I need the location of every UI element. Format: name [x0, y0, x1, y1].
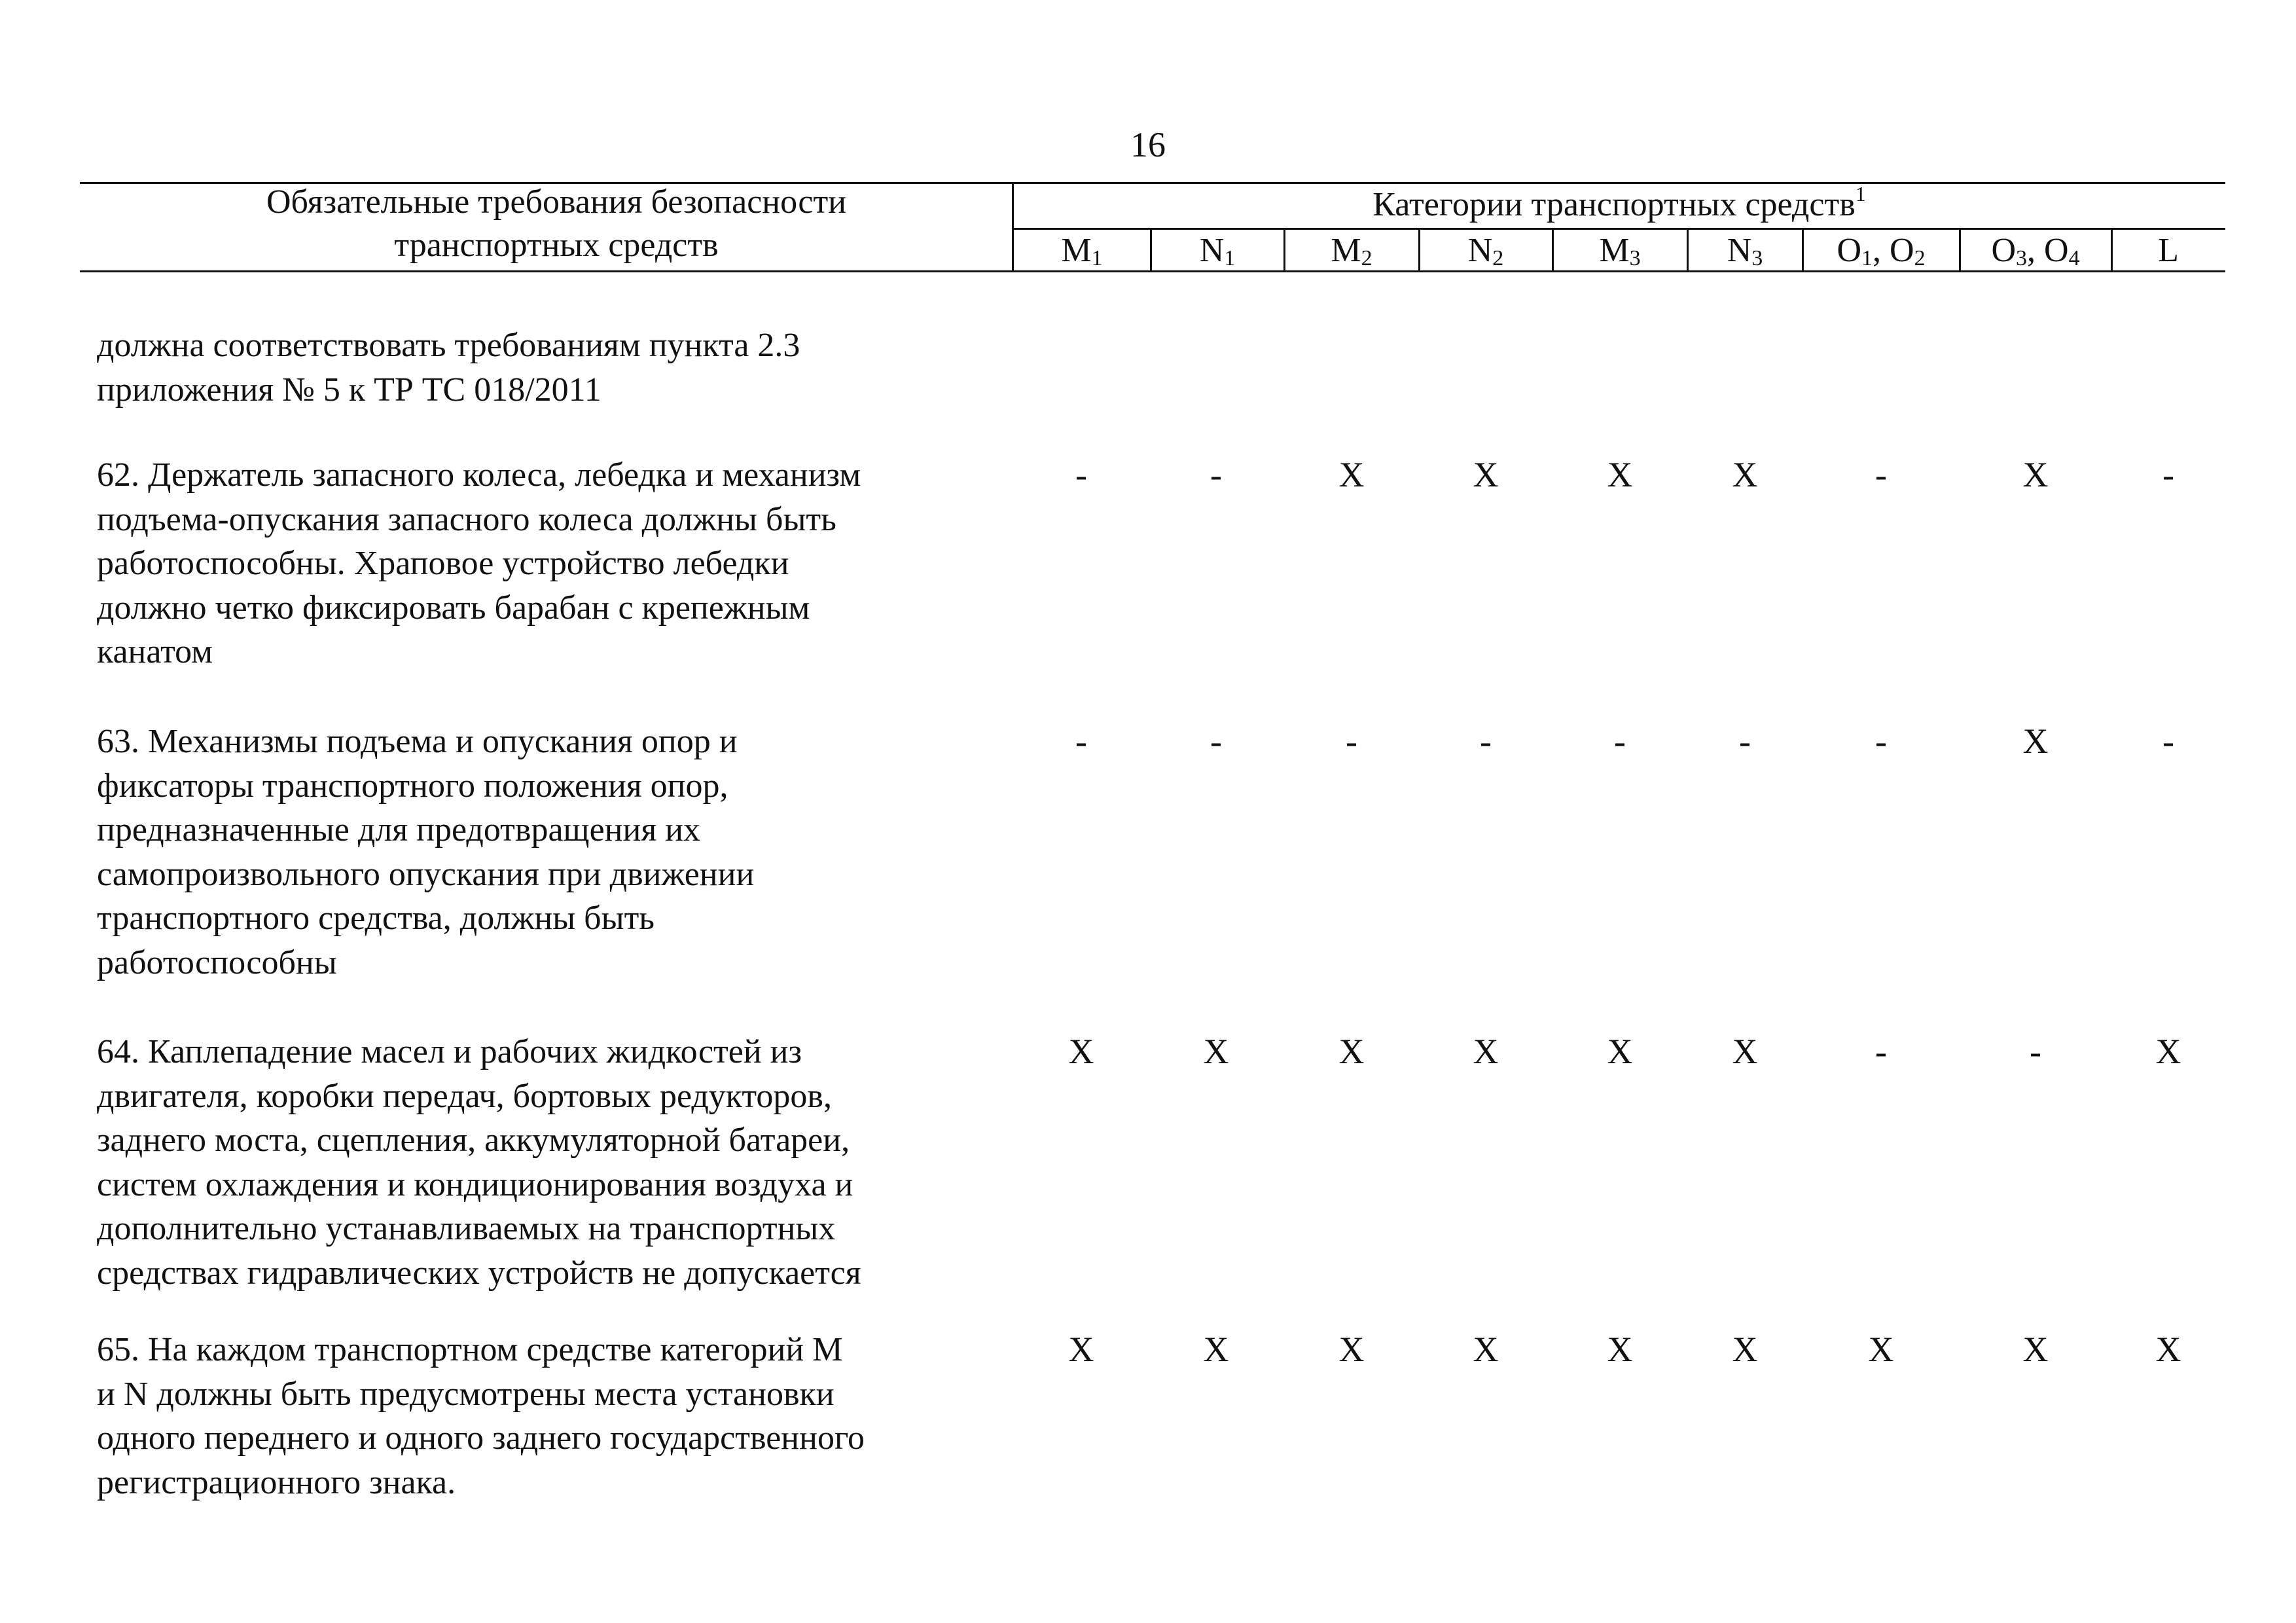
header-mid-rule	[1013, 228, 2225, 230]
category-divider	[1802, 229, 1804, 272]
category-letter: , O	[2027, 232, 2069, 269]
applicability-mark: X	[2022, 721, 2049, 761]
category-index: 3	[1751, 246, 1763, 270]
category-divider	[1418, 229, 1420, 272]
applicability-mark: X	[2155, 1330, 2181, 1369]
applicability-mark: -	[1210, 721, 1222, 761]
applicability-mark: X	[1203, 1330, 1229, 1369]
applicability-mark: X	[1338, 455, 1365, 494]
category-letter: M	[1331, 232, 1361, 269]
applicability-mark: -	[1875, 455, 1887, 494]
applicability-mark: X	[1868, 1330, 1894, 1369]
applicability-mark: -	[1346, 721, 1357, 761]
applicability-mark: -	[2162, 721, 2174, 761]
category-letter: , O	[1873, 232, 1914, 269]
category-index: 1	[1224, 246, 1236, 270]
category-header-cell	[1284, 230, 1419, 271]
applicability-mark: -	[1210, 455, 1222, 494]
applicability-mark: X	[1607, 455, 1633, 494]
category-header-cell	[1151, 230, 1284, 271]
category-letter: L	[2158, 232, 2179, 269]
categories-title: Категории транспортных средств	[1372, 186, 1856, 223]
categories-column-header	[1013, 183, 2225, 227]
applicability-mark: X	[1338, 1032, 1365, 1071]
category-header-cell	[1419, 230, 1552, 271]
category-header-cell	[1803, 230, 1960, 271]
requirement-text: 63. Механизмы подъема и опускания опор и фиксаторы транспортного положения опор, предназначенные для предотвращения их самопроизвольного опускания при движении транспортного средства, должны быть работоспособны	[97, 723, 755, 981]
applicability-mark: X	[1068, 1032, 1094, 1071]
category-index: 3	[2016, 246, 2027, 270]
category-header-cell	[2111, 230, 2225, 271]
applicability-mark: X	[2022, 1330, 2049, 1369]
applicability-mark: X	[1203, 1032, 1229, 1071]
applicability-mark: X	[1473, 1330, 1499, 1369]
applicability-mark: -	[1480, 721, 1492, 761]
applicability-mark: -	[2162, 455, 2174, 494]
applicability-mark: -	[1075, 721, 1087, 761]
category-divider	[1150, 229, 1152, 272]
applicability-mark: X	[1473, 455, 1499, 494]
applicability-mark: -	[2030, 1032, 2041, 1071]
applicability-mark: X	[1338, 1330, 1365, 1369]
applicability-mark: X	[1607, 1330, 1633, 1369]
applicability-mark: -	[1739, 721, 1751, 761]
category-header-cell	[1552, 230, 1687, 271]
category-divider	[1283, 229, 1285, 272]
applicability-mark: -	[1075, 455, 1087, 494]
applicability-mark: X	[1607, 1032, 1633, 1071]
category-letter: N	[1199, 232, 1225, 269]
category-header-cell	[1013, 230, 1151, 271]
category-header-cell	[1687, 230, 1803, 271]
category-index: 3	[1629, 246, 1641, 270]
category-divider	[1959, 229, 1961, 272]
category-divider	[1552, 229, 1554, 272]
category-letter: M	[1061, 232, 1092, 269]
category-header-cell	[1960, 230, 2111, 271]
category-index: 4	[2068, 246, 2080, 270]
applicability-mark: X	[1732, 455, 1758, 494]
applicability-mark: X	[2155, 1032, 2181, 1071]
requirement-text: должна соответствовать требованиям пункта 2.3 приложения № 5 к ТР ТС 018/2011	[97, 327, 800, 409]
category-letter: M	[1599, 232, 1630, 269]
category-letter: N	[1467, 232, 1493, 269]
category-letter: O	[1991, 232, 2016, 269]
category-index: 1	[1861, 246, 1873, 270]
applicability-mark: -	[1875, 1032, 1887, 1071]
requirement-text: 65. На каждом транспортном средстве категорий M и N должны быть предусмотрены места установки одного переднего и одного заднего государственного регистрационного знака.	[97, 1331, 865, 1501]
page-number: 16	[1130, 125, 1166, 164]
applicability-mark: X	[1068, 1330, 1094, 1369]
applicability-mark: X	[1732, 1032, 1758, 1071]
category-letter: N	[1727, 232, 1752, 269]
category-index: 1	[1091, 246, 1103, 270]
category-index: 2	[1492, 246, 1504, 270]
categories-footnote-mark: 1	[1855, 182, 1866, 206]
applicability-mark: -	[1875, 721, 1887, 761]
applicability-mark: X	[1473, 1032, 1499, 1071]
category-index: 2	[1914, 246, 1926, 270]
category-divider	[2111, 229, 2113, 272]
applicability-mark: X	[2022, 455, 2049, 494]
category-letter: O	[1837, 232, 1861, 269]
applicability-mark: X	[1732, 1330, 1758, 1369]
requirement-text: 64. Каплепадение масел и рабочих жидкостей из двигателя, коробки передач, бортовых редукторов, заднего моста, сцепления, аккумуляторной батареи, систем охлаждения и кондиционирования воздуха и дополнительно устанавливаемых на транспортных средствах гидравлических устройств не допускается	[97, 1033, 861, 1292]
requirement-text: 62. Держатель запасного колеса, лебедка и механизм подъема-опускания запасного колеса должны быть работоспособны. Храповое устройство лебедки должно четко фиксировать барабан с крепежным канатом	[97, 456, 861, 670]
requirements-column-header: Обязательные требования безопасности транспортных средств	[266, 183, 847, 264]
category-index: 2	[1361, 246, 1372, 270]
applicability-mark: -	[1614, 721, 1626, 761]
category-divider	[1687, 229, 1689, 272]
